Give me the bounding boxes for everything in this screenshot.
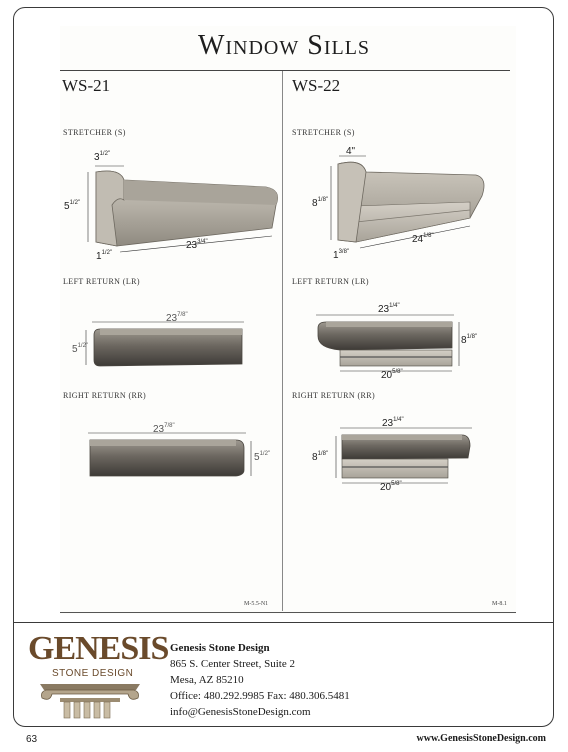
ws22-rr-base-dim: $20^{5/8"}$	[380, 481, 402, 493]
ws21-s-height-dim: $5^{1/2"}$	[64, 200, 81, 212]
ws22-s-length-dim: $24^{1/8"}$	[412, 233, 434, 245]
logo-subtitle: STONE DESIGN	[52, 668, 134, 679]
ws21-model-code: M-5.5-N1	[244, 601, 269, 607]
ws21-right-return-label: RIGHT RETURN (RR)	[63, 391, 147, 400]
ws21-lr-height-dim: $5^{1/2"}$	[72, 343, 89, 355]
company-name: Genesis Stone Design	[170, 642, 270, 654]
ws21-s-length-dim: $23^{3/4"}$	[186, 239, 208, 251]
ws22-s-height-dim: $8^{1/8"}$	[312, 197, 329, 209]
ws21-left-return-drawing	[86, 322, 244, 366]
ws21-stretcher-label: STRETCHER (S)	[63, 128, 126, 137]
ws22-left-return-drawing	[316, 315, 459, 371]
ws22-s-top-dim: 4"	[346, 146, 356, 157]
ws21-right-return-drawing	[88, 433, 251, 476]
ws21-rr-length-dim: $23^{7/8"}$	[153, 423, 175, 435]
ws22-rr-length-dim: $23^{1/4"}$	[382, 417, 404, 429]
ws22-model-code: M-8.1	[492, 601, 507, 607]
company-email[interactable]: info@GenesisStoneDesign.com	[170, 706, 311, 718]
ws21-s-top-dim: $3^{1/2"}$	[94, 151, 111, 163]
ws21-left-return-label: LEFT RETURN (LR)	[63, 277, 140, 286]
ws22-lr-length-dim: $23^{1/4"}$	[378, 303, 400, 315]
company-address-line1: 865 S. Center Street, Suite 2	[170, 658, 295, 670]
ws22-left-return-label: LEFT RETURN (LR)	[292, 277, 369, 286]
ws21-s-base-dim: $1^{1/2"}$	[96, 250, 113, 262]
ws21-rr-height-dim: $5^{1/2"}$	[254, 451, 271, 463]
ws21-stretcher-drawing	[88, 166, 278, 252]
ws22-stretcher-drawing	[331, 156, 484, 248]
website-link[interactable]: www.GenesisStoneDesign.com	[416, 733, 546, 744]
ws22-lr-height-dim: $8^{1/8"}$	[461, 334, 478, 346]
ws22-lr-base-dim: $20^{5/8"}$	[381, 369, 403, 381]
company-contact-block	[170, 640, 350, 720]
page-title: Window Sills	[197, 30, 371, 61]
company-address-line2: Mesa, AZ 85210	[170, 674, 244, 686]
ws21-lr-length-dim: $23^{7/8"}$	[166, 312, 188, 324]
footer-divider	[13, 622, 554, 623]
company-phones: Office: 480.292.9985 Fax: 480.306.5481	[170, 690, 350, 702]
ws21-model-label: WS-21	[62, 76, 111, 95]
ws22-stretcher-label: STRETCHER (S)	[292, 128, 355, 137]
ws22-model-label: WS-22	[292, 76, 341, 95]
ws22-right-return-label: RIGHT RETURN (RR)	[292, 391, 376, 400]
ws22-right-return-drawing	[336, 428, 472, 483]
page-number: 63	[26, 734, 38, 745]
ws22-s-base-dim: $1^{3/8"}$	[333, 249, 350, 261]
ws22-rr-height-dim: $8^{1/8"}$	[312, 451, 329, 463]
logo-wordmark: GENESIS	[28, 630, 169, 667]
